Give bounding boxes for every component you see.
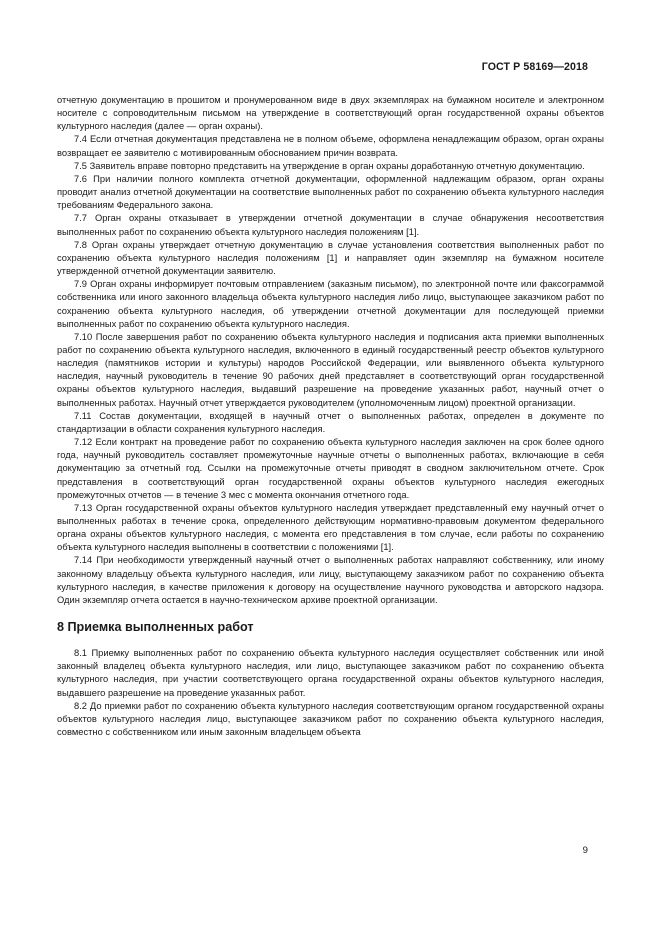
paragraph-p7-5: 7.5 Заявитель вправе повторно представить на утверждение в орган охраны доработанную отчетную документацию.: [74, 160, 585, 171]
paragraph-p7-12: 7.12 Если контракт на проведение работ по сохранению объекта культурного наследия заключен на срок более одного года, научный руководитель составляет промежуточные научные отчеты о выполненных работах, включающие в себя документацию за отчетный год. Ссылки на промежуточные отчеты приводят в сводном заключительном отчете. Срок представления в соответствующий орган государственной охраны объектов культурного наследия ежегодных промежуточных отчетов — в течение 3 мес с момента окончания отчетного года.: [57, 437, 604, 500]
paragraph-p7-8: 7.8 Орган охраны утверждает отчетную документацию в случае установления соответствия выполненных работ по сохранению объекта культурного наследия положениям [1] и направляет один экземпляр на бумажном носителе утвержденной отчетной документации заявителю.: [57, 239, 604, 277]
paragraph-p8-1: 8.1 Приемку выполненных работ по сохранению объекта культурного наследия осуществляет собственник или иной законный владелец объекта культурного наследия, или лицо, выступающее заказчиком работ по сохранению объекта культурного наследия, при участии соответствующего органа государственной охраны объектов культурного наследия, выдавшего разрешение на проведение указанных работ.: [57, 648, 604, 698]
paragraph-p7-14: 7.14 При необходимости утвержденный научный отчет о выполненных работах направляют собственнику, или иному законному владельцу объекта культурного наследия, или лицу, выступающему заказчиком работ по сохранению объекта культурного наследия, в качестве приложения к договору на осуществление научного руководства и авторского надзора. Один экземпляр отчета остается в научно-техническом архиве проектной организации.: [57, 555, 604, 605]
paragraph-p7-13: 7.13 Орган государственной охраны объектов культурного наследия утверждает представленный ему научный отчет о выполненных работах в течение срока, определенного действующим нормативно-правовым документом федерального органа охраны объектов культурного наследия, с момента его представления в том случае, если работы по сохранению объекта культурного наследия выполнены в соответствии с положениями [1].: [57, 502, 604, 553]
paragraph-p7-4: 7.4 Если отчетная документация представлена не в полном объеме, оформлена ненадлежащим образом, орган охраны возвращает ее заявителю с мотивированным обоснованием причин возврата.: [57, 134, 604, 158]
paragraph-p7-7: 7.7 Орган охраны отказывает в утверждении отчетной документации в случае обнаружения несоответствия выполненных работ по сохранению объекта культурного наследия положениям [1].: [57, 213, 604, 237]
paragraph-p7-3-cont: отчетную документацию в прошитом и пронумерованном виде в двух экземплярах на бумажном носителе и электронном носителе с сопроводительным письмом на утверждение в соответствующий орган государственной охраны объектов культурного наследия (далее — орган охраны).: [57, 95, 604, 132]
paragraph-p7-6: 7.6 При наличии полного комплекта отчетной документации, оформленной надлежащим образом, орган охраны проводит анализ отчетной документации на соответствие выполненных работ по сохранению объекта культурного наследия требованиям Федерального закона.: [57, 173, 604, 211]
page-number: 9: [582, 845, 588, 856]
paragraph-p8-2: 8.2 До приемки работ по сохранению объекта культурного наследия соответствующим органом государственной охраны объектов культурного наследия лицо, выступающее заказчиком работ по сохранению объекта культурного наследия, совместно с собственником или иным законным владельцем объекта: [57, 700, 604, 738]
document-header: ГОСТ Р 58169—2018: [481, 61, 588, 73]
section-7-paragraphs: [57, 94, 604, 607]
section-8-paragraphs: [57, 647, 604, 739]
paragraph-p7-11: 7.11 Состав документации, входящей в научный отчет о выполненных работах, определен в документе по стандартизации в области сохранения культурного наследия.: [57, 410, 604, 434]
paragraph-p7-10: 7.10 После завершения работ по сохранению объекта культурного наследия и подписания акта приемки выполненных работ по сохранению объекта культурного наследия, включенного в единый государственный реестр объектов культурного наследия (памятников истории и культуры) народов Российской Федерации, или выявленного объекта культурного наследия, научный руководитель в течение 90 рабочих дней представляет в соответствующий орган государственной охраны объектов культурного наследия, выдавший разрешение на проведение указанных работ, научный отчет о выполненных работах. Научный отчет утверждается руководителем (уполномоченным лицом) проектной организации.: [57, 331, 604, 408]
document-body: [57, 94, 604, 739]
paragraph-p7-9: 7.9 Орган охраны информирует почтовым отправлением (заказным письмом), по электронной почте или факсограммой собственника или иного законного владельца объекта культурного наследия либо лицо, выступающее заказчиком работ по сохранению объекта культурного наследия, об утверждении отчетной документации для последующей приемки выполненных работ по сохранению объекта культурного наследия.: [57, 279, 604, 329]
section-heading: 8 Приемка выполненных работ: [57, 620, 254, 635]
